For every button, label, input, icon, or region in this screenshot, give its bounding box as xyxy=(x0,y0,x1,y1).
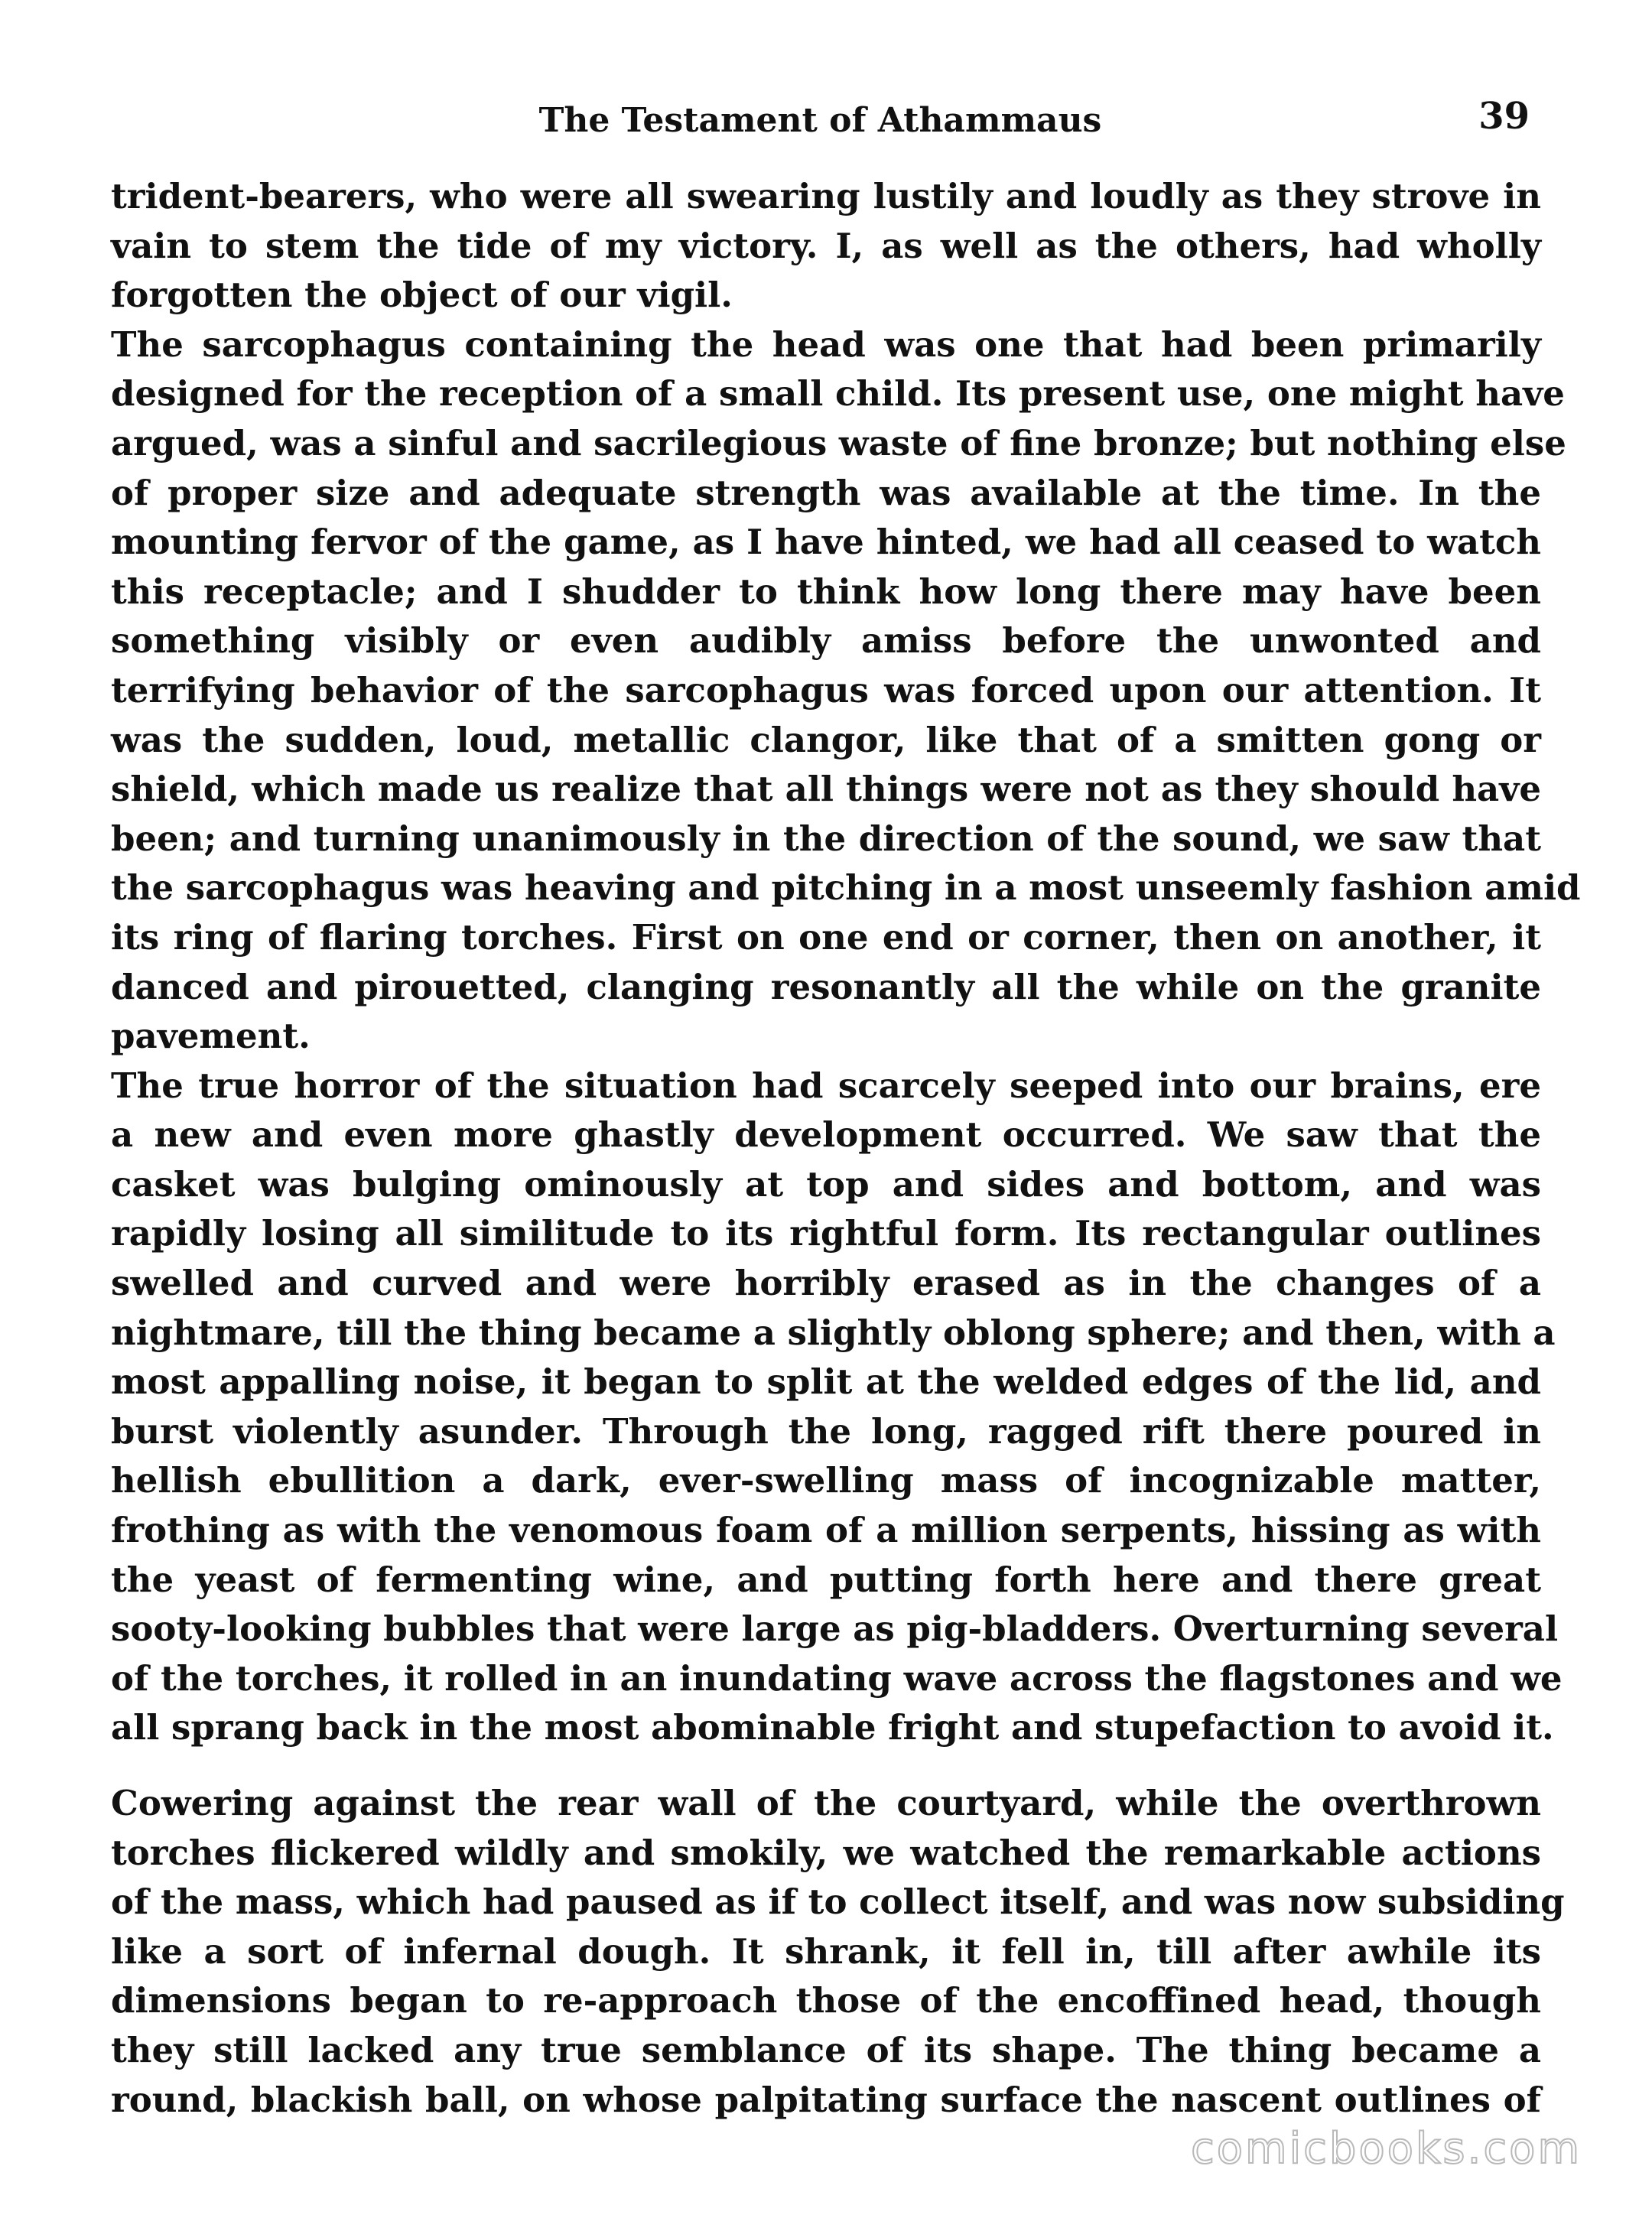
page-number: 39 xyxy=(1478,95,1530,138)
text-line: sooty-looking bubbles that were large as pig-bladders. Overturning several xyxy=(111,1608,1559,1650)
text-line: torches flickered wildly and smokily, we watched the remarkable actions xyxy=(111,1832,1541,1873)
text-line: terrifying behavior of the sarcophagus was forced upon our attention. It xyxy=(111,669,1541,711)
text-line: been; and turning unanimously in the direction of the sound, we saw that xyxy=(111,818,1541,859)
text-line: hellish ebullition a dark, ever-swelling mass of incognizable matter, xyxy=(111,1460,1541,1501)
text-line: of proper size and adequate strength was available at the time. In the xyxy=(111,472,1541,513)
text-line: danced and pirouetted, clanging resonantly all the while on the granite xyxy=(111,966,1541,1007)
text-line: The true horror of the situation had scarcely seeped into our brains, ere xyxy=(111,1065,1541,1106)
paragraph xyxy=(111,1062,1563,1753)
text-line: burst violently asunder. Through the long, ragged rift there poured in xyxy=(111,1410,1541,1452)
text-line: frothing as with the venomous foam of a million serpents, hissing as with xyxy=(111,1510,1541,1551)
text-line: vain to stem the tide of my victory. I, as well as the others, had wholly xyxy=(111,225,1541,266)
text-line: pavement. xyxy=(111,1016,311,1057)
text-line: of the mass, which had paused as if to collect itself, and was now subsiding xyxy=(111,1881,1565,1923)
text-line: Cowering against the rear wall of the courtyard, while the overthrown xyxy=(111,1783,1541,1823)
text-line: the sarcophagus was heaving and pitching in a most unseemly fashion amid xyxy=(111,867,1581,909)
running-title: The Testament of Athammaus xyxy=(538,101,1102,140)
text-line: swelled and curved and were horribly erased as in the changes of a xyxy=(111,1263,1541,1304)
paragraph xyxy=(111,320,1581,1062)
text-line: its ring of flaring torches. First on one end or corner, then on another, it xyxy=(111,916,1541,958)
text-line: all sprang back in the most abominable fright and stupefaction to avoid it. xyxy=(111,1707,1554,1748)
paragraph-gap xyxy=(111,1753,1541,1779)
text-line: casket was bulging ominously at top and sides and bottom, and was xyxy=(111,1163,1541,1205)
paragraph xyxy=(111,1779,1565,2125)
text-line: like a sort of infernal dough. It shrank, it fell in, till after awhile its xyxy=(111,1930,1541,1972)
text-line: argued, was a sinful and sacrilegious waste of fine bronze; but nothing else xyxy=(111,422,1566,463)
body-text xyxy=(111,172,1581,2125)
text-line: designed for the reception of a small child. Its present use, one might have xyxy=(111,373,1565,415)
paragraph xyxy=(111,172,1541,320)
watermark: comicbooks.com xyxy=(1190,2124,1582,2174)
text-line: trident-bearers, who were all swearing lustily and loudly as they strove in xyxy=(111,176,1541,216)
text-line: this receptacle; and I shudder to think how long there may have been xyxy=(111,571,1541,612)
text-line: forgotten the object of our vigil. xyxy=(111,275,733,316)
text-line: rapidly losing all similitude to its rightful form. Its rectangular outlines xyxy=(111,1213,1541,1254)
page-header xyxy=(111,95,1530,151)
text-line: they still lacked any true semblance of its shape. The thing became a xyxy=(111,2029,1541,2070)
text-line: was the sudden, loud, metallic clangor, like that of a smitten gong or xyxy=(111,719,1541,760)
text-line: mounting fervor of the game, as I have hinted, we had all ceased to watch xyxy=(111,522,1541,563)
text-line: dimensions began to re-approach those of the encoffined head, though xyxy=(111,1980,1541,2021)
text-line: a new and even more ghastly development occurred. We saw that the xyxy=(111,1114,1541,1156)
text-line: round, blackish ball, on whose palpitating surface the nascent outlines of xyxy=(111,2079,1541,2120)
text-line: the yeast of fermenting wine, and putting forth here and there great xyxy=(111,1559,1541,1600)
text-line: nightmare, till the thing became a slightly oblong sphere; and then, with a xyxy=(111,1312,1556,1353)
text-line: shield, which made us realize that all things were not as they should have xyxy=(111,769,1541,810)
text-line: The sarcophagus containing the head was one that had been primarily xyxy=(111,324,1541,365)
text-line: most appalling noise, it began to split at the welded edges of the lid, and xyxy=(111,1361,1541,1403)
text-line: something visibly or even audibly amiss before the unwonted and xyxy=(111,620,1541,662)
text-line: of the torches, it rolled in an inundating wave across the flagstones and we xyxy=(111,1657,1563,1699)
